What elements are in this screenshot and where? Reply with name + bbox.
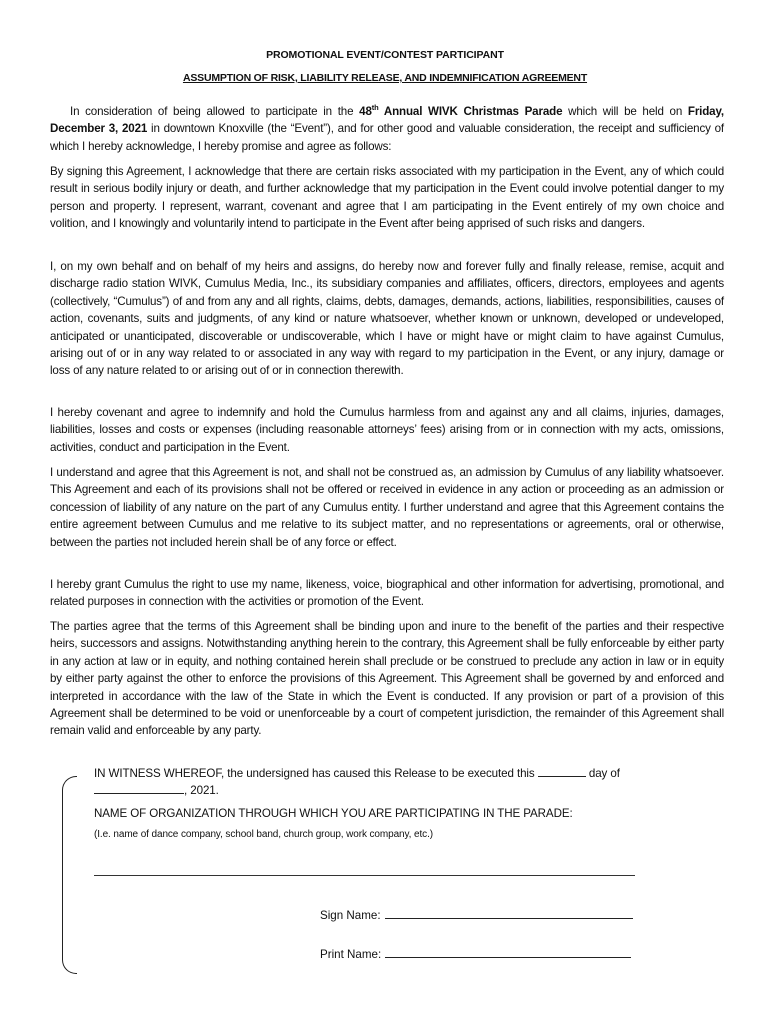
witness-statement <box>94 765 734 799</box>
intro-before: In consideration of being allowed to participate in the <box>70 105 360 118</box>
event-ordinal: 48th <box>359 103 379 118</box>
intro-after: in downtown Knoxville (the “Event”), and for other good and valuable consideration, the receipt and sufficiency of which I hereby acknowledge, I hereby promise and agree as follows: <box>50 122 724 153</box>
paragraph-binding: The parties agree that the terms of this Agreement shall be binding upon and inure to the benefit of the parties and their respective heirs, successors and assigns. Notwithstanding anything herein to the contrary, this Agreement shall be fully enforceable by either party in any action at law or in equity, and nothing contained herein shall preclude or be construed to preclude any action in law or in equity by either party against the other to enforce the provisions of this Agreement. This Agreement shall be governed by and enforced and interpreted in accordance with the law of the State in which the Event is conducted. If any provision or part of a provision of this Agreement shall be determined to be void or unenforceable by a court of competent jurisdiction, the remainder of this Agreement shall remain valid and enforceable by any party. <box>50 620 724 738</box>
organization-hint: (I.e. name of dance company, school band, church group, work company, etc.) <box>94 829 433 840</box>
sign-name-row <box>320 906 633 922</box>
day-field[interactable] <box>538 765 586 777</box>
paragraph-risk: By signing this Agreement, I acknowledge that there are certain risks associated with my participation in the Event, any of which could result in serious bodily injury or death, and further acknowledge that my participation in the Event could involve potential danger to my person and property. I represent, warrant, covenant and agree that I am participating in the Event entirely of my own choice and volition, and I knowingly and voluntarily intend to participate in the Event after being apprised of such risks and dangers. <box>50 165 724 231</box>
paragraph-publicity: I hereby grant Cumulus the right to use my name, likeness, voice, biographical and other information for advertising, promotional, and related purposes in connection with the activities or promotion of the Event. <box>50 578 724 609</box>
signature-bracket <box>62 776 77 974</box>
sign-name-label: Sign Name: <box>320 909 381 922</box>
print-name-label: Print Name: <box>320 948 382 961</box>
intro-middle: which will be held on <box>562 105 688 118</box>
print-name-row <box>320 945 631 961</box>
print-name-field[interactable] <box>385 945 631 958</box>
organization-field[interactable] <box>94 875 635 876</box>
paragraph-no-admission: I understand and agree that this Agreement is not, and shall not be construed as, an admission by Cumulus of any liability whatsoever. This Agreement and each of its provisions shall not be offered or received in evidence in any action or proceeding as an admission or concession of liability of any nature on the part of any Cumulus entity. I further understand and agree that this Agreement contains the entire agreement between Cumulus and me relative to its subject matter, and no representations or agreements, oral or otherwise, between the parties not included herein shall be of any force or effect. <box>50 466 724 549</box>
paragraph-indemnify: I hereby covenant and agree to indemnify and hold the Cumulus harmless from and against any and all claims, injuries, damages, liabilities, losses and costs or expenses (including reasonable attorneys’ fees) arising from or in connection with my acts, omissions, activities, conduct and participation in the Event. <box>50 406 724 454</box>
event-name: Annual WIVK Christmas Parade <box>378 105 563 118</box>
month-field[interactable] <box>94 782 184 794</box>
witness-day-of: day of <box>585 767 620 780</box>
intro-paragraph <box>50 103 724 155</box>
document-title: PROMOTIONAL EVENT/CONTEST PARTICIPANT <box>266 49 504 61</box>
witness-text: IN WITNESS WHEREOF, the undersigned has caused this Release to be executed this <box>94 767 538 780</box>
witness-year: , 2021. <box>184 784 219 797</box>
paragraph-release: I, on my own behalf and on behalf of my heirs and assigns, do hereby now and forever fully and finally release, remise, acquit and discharge radio station WIVK, Cumulus Media, Inc., its subsidiary companies and affiliates, officers, directors, employees and agents (collectively, “Cumulus”) of and from any and all rights, claims, debts, damages, demands, actions, liabilities, responsibilities, causes of action, covenants, suits and judgments, of any kind or nature whatsoever, whether known or unknown, developed or undeveloped, anticipated or unanticipated, discoverable or undiscoverable, which I have or might have or might claim to have against Cumulus, arising out of or in any way related to or associated in any way with regard to my participation in the Event, or any injury, damage or loss of any nature related to or arising out of or in connection therewith. <box>50 260 724 378</box>
document-subtitle: ASSUMPTION OF RISK, LIABILITY RELEASE, AND INDEMNIFICATION AGREEMENT <box>182 72 588 84</box>
event-date: Friday, December 3, 2021 <box>50 105 724 136</box>
sign-name-field[interactable] <box>385 906 633 919</box>
organization-label: NAME OF ORGANIZATION THROUGH WHICH YOU ARE PARTICIPATING IN THE PARADE: <box>94 807 573 820</box>
